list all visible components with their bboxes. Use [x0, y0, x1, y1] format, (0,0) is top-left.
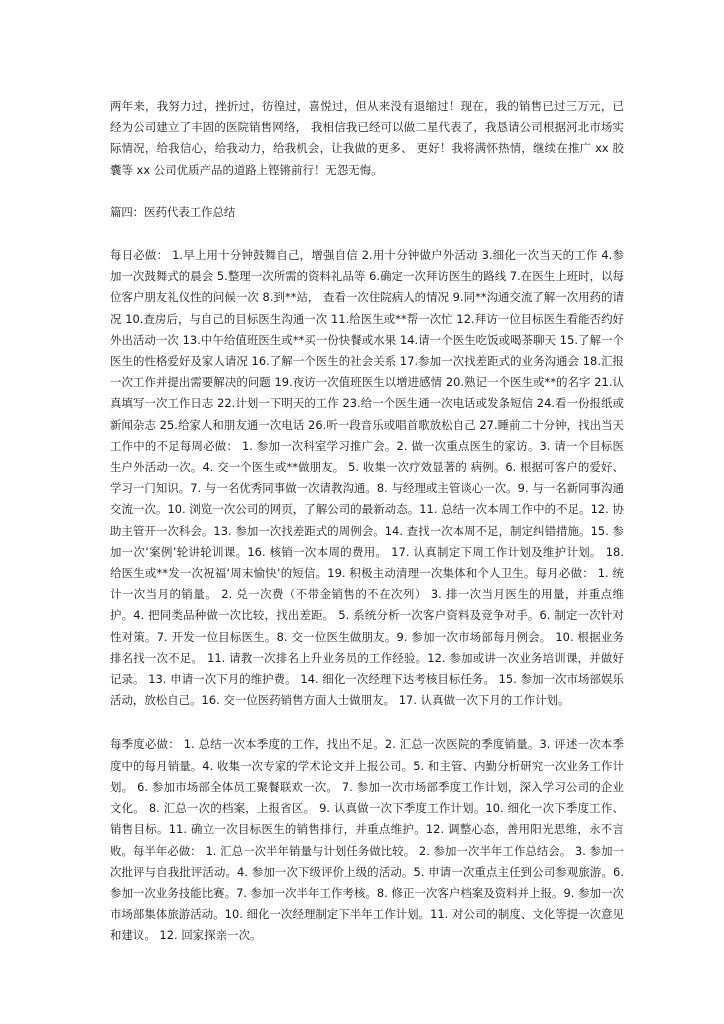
intro-paragraph: 两年来，我努力过，挫折过，彷徨过，喜悦过，但从来没有退缩过！现在，我的销售已过三万元，已经为公司建立了丰固的医院销售网络， 我相信我已经可以做二星代表了，我恳请公司根据河北市场实际情况，给我信心，给我动力，给我机会，让我做的更多、 更好！我将满怀热情，继续在推广 xx 胶囊等 xx 公司优质产品的道路上铿锵前行！无怨无悔。: [110, 99, 624, 177]
daily-tasks-paragraph: 每日必做： 1.早上用十分钟鼓舞自己，增强自信 2.用十分钟做户外活动 3.细化一次当天的工作 4.参加一次鼓舞式的晨会 5.整理一次所需的资料礼品等 6.确定一次拜访医生的路线 7.在医生上班时，以每位客户朋友礼仪性的问候一次 8.到**站， 查看一次住院病人的情况 9.同**沟通交流了解一次用药的请况 10.查房后，与自己的目标医生沟通一次 11.给医生或**帮一次忙 12.拜访一位目标医生看能否约好外出活动一次 13.中午给值班医生或**买一份快餐或水果 14.请一个医生吃饭或喝茶聊天 15.了解一个医生的性格爱好及家人请况 16.了解一个医生的社会关系 17.参加一次找差距式的业务沟通会 18.汇报一次工作并提出需要解决的问题 19.夜访一次值班医生以增进感情 20.熟记一个医生或**的名字 21.认真填写一次工作日志 22.计划一下明天的工作 23.给一个医生通一次电话或发条短信 24.看一份报纸或新闻杂志 25.给家人和朋友通一次电话 26.听一段音乐或唱首歌放松自己 27.睡前二十分钟，找出当天工作中的不足每周必做： 1. 参加一次科室学习推广会。2. 做一次重点医生的家访。3. 请一个目标医生户外活动一次。4. 交一个医生或**做朋友。 5. 收集一次疗效显著的 病例。6. 根据可客户的爱好、学习一门知识。7. 与一名优秀同事做一次请教沟通。8. 与经理或主管谈心一次。9. 与一名新同事沟通交流一次。10. 浏览一次公司的网页，了解公司的最新动态。11. 总结一次本周工作中的不足。12. 协助主管开一次科会。13. 参加一次找差距式的周例会。14. 查找一次本周不足，制定纠错措施。15. 参加一次‘案例’轮讲轮训课。16. 核销一次本周的费用。 17. 认真制定下周工作计划及维护计划。 18. 给医生或**发一次祝福‘周末愉快’的短信。19. 积极主动清理一次集体和个人卫生。每月必做： 1. 统计一次当月的销量。 2. 兑一次费（不带金销售的不在次列） 3. 排一次当月医生的用量，并重点维护。4. 把同类品种做一次比较，找出差距。 5. 系统分析一次客户资料及竞争对手。6. 制定一次针对性对策。7. 开发一位目标医生。8. 交一位医生做朋友。9. 参加一次市场部每月例会。 10. 根据业务排名找一次不足。 11. 请教一次排名上升业务员的工作经验。12. 参加或讲一次业务培训课，并做好记录。 13. 申请一次下月的维护费。 14. 细化一次经理下达考核目标任务。 15. 参加一次市场部娱乐活动，放松自己。16. 交一位医药销售方面人士做朋友。 17. 认真做一次下月的工作计划。: [110, 248, 624, 708]
section-heading: 篇四：医药代表工作总结: [110, 204, 236, 219]
paragraph-spacer: [110, 711, 624, 734]
paragraph-spacer: [110, 181, 624, 202]
paragraph-spacer: [110, 223, 624, 245]
document-page: [110, 96, 624, 947]
quarterly-tasks-paragraph: 每季度必做： 1. 总结一次本季度的工作，找出不足。2. 汇总一次医院的季度销量。3. 评述一次本季度中的每月销量。4. 收集一次专家的学术论文并上报公司。5. 和主管、内勤分析研究一次业务工作计划。 6. 参加市场部全体员工聚餐联欢一次。 7. 参加一次市场部季度工作计划，深入学习公司的企业文化。 8. 汇总一次的档案，上报省区。 9. 认真做一次下季度工作计划。10. 细化一次下季度工作、销售目标。11. 确立一次目标医生的销售排行，并重点维护。12. 调整心态，善用阳光思维，永不言败。每半年必做： 1. 汇总一次半年销量与计划任务做比较。 2. 参加一次半年工作总结会。 3. 参加一次批评与自我批评活动。4. 参加一次下级评价上级的活动。5. 申请一次重点主任到公司参观旅游。6. 参加一次业务技能比赛。7. 参加一次半年工作考核。8. 修正一次客户档案及资料并上报。9. 参加一次市场部集体旅游活动。10. 细化一次经理制定下半年工作计划。11. 对公司的制度、文化等提一次意见和建议。 12. 回家探亲一次。: [110, 737, 624, 943]
